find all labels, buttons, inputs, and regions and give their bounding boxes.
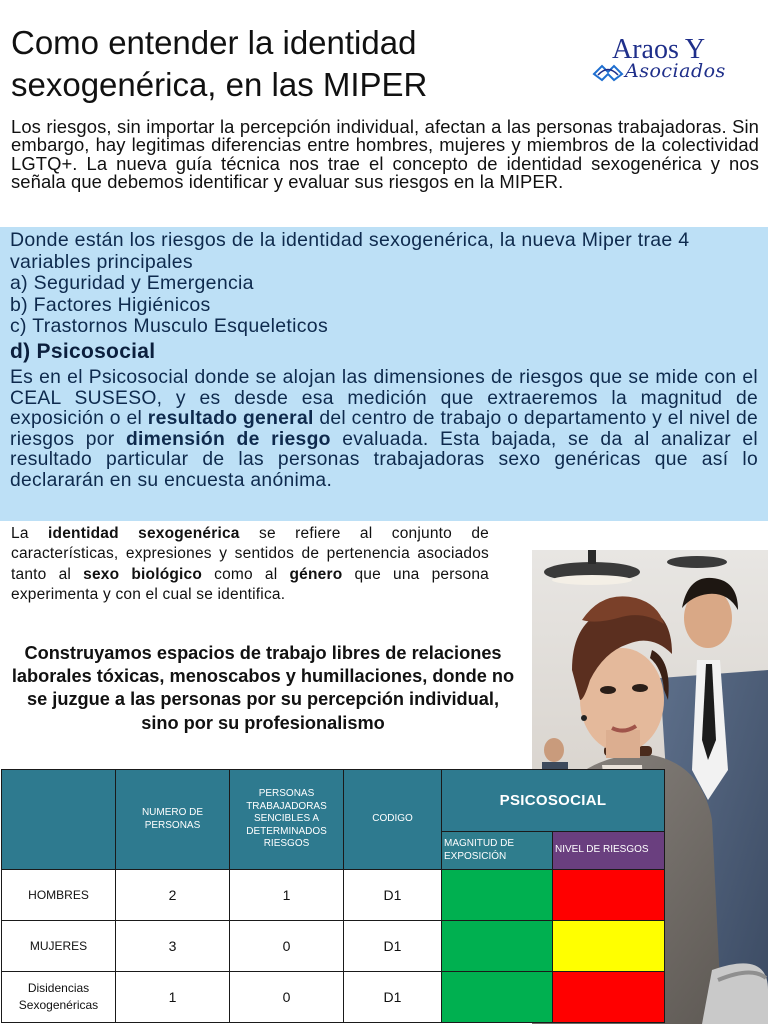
psicosocial-text: Es en el Psicosocial donde se alojan las dimensiones de riesgos que se mide con el CEAL SUSESO, y es desde esa medición que extraeremos la magnitud de exposición o el: [10, 367, 758, 430]
row-label: HOMBRES: [2, 870, 116, 921]
table-row: [2, 921, 665, 972]
definition-text: se refiere al conjunto de características, expresiones y sentidos de pertenencia asociados tanto al: [11, 525, 489, 583]
psicosocial-bold: resultado general: [147, 408, 314, 430]
cell-numero: 2: [116, 870, 230, 921]
variable-item: b) Factores Higiénicos: [10, 293, 211, 316]
logo-text-asociados: Asociados: [625, 60, 726, 82]
psicosocial-paragraph: [10, 368, 758, 492]
cell-codigo: D1: [344, 921, 442, 972]
risk-table: [1, 769, 665, 1023]
cell-sensibles: 1: [230, 870, 344, 921]
header-psicosocial: PSICOSOCIAL: [442, 770, 665, 832]
logo-text-araos: Araos Y: [612, 34, 706, 65]
cell-nivel: [553, 870, 665, 921]
cell-codigo: D1: [344, 972, 442, 1023]
definition-text: como al: [202, 565, 290, 583]
header-magnitud: MAGNITUD DE EXPOSICIÓN: [442, 832, 553, 870]
definition-text: La: [11, 525, 49, 542]
cell-sensibles: 0: [230, 972, 344, 1023]
slogan: Construyamos espacios de trabajo libres de relaciones laborales tóxicas, menoscabos y humillaciones, donde no se juzgue a las personas por su percepción individual, sino por su profesionalismo: [11, 643, 515, 733]
cell-magnitud: [442, 921, 553, 972]
header-codigo: CODIGO: [344, 770, 442, 870]
header-blank: [2, 770, 116, 870]
definition-bold: sexo biológico: [83, 565, 203, 583]
variable-psicosocial-heading: d) Psicosocial: [10, 339, 156, 363]
table-row: [2, 972, 665, 1023]
row-label: Disidencias Sexogenéricas: [2, 972, 116, 1023]
cell-numero: 3: [116, 921, 230, 972]
variable-item: a) Seguridad y Emergencia: [10, 272, 254, 294]
header-sensibles: PERSONAS TRABAJADORAS SENCIBLES A DETERMINADOS RIESGOS: [230, 770, 344, 870]
cell-sensibles: 0: [230, 921, 344, 972]
cell-magnitud: [442, 870, 553, 921]
variable-item: c) Trastornos Musculo Esqueleticos: [10, 315, 328, 337]
definition-bold: género: [289, 565, 343, 583]
table-row: [2, 870, 665, 921]
cell-magnitud: [442, 972, 553, 1023]
title-line-2: sexogenérica, en las MIPER: [11, 66, 428, 103]
definition-paragraph: [11, 524, 489, 605]
header-numero: NUMERO DE PERSONAS: [116, 770, 230, 870]
title-line-1: Como entender la identidad: [11, 24, 417, 61]
variables-list: [10, 230, 760, 365]
cell-nivel: [553, 921, 665, 972]
definition-bold: identidad sexogenérica: [48, 525, 240, 542]
header-nivel: NIVEL DE RIESGOS: [553, 832, 665, 870]
company-logo: [592, 34, 758, 84]
variables-lead: Donde están los riesgos de la identidad sexogenérica, la nueva Miper trae 4 variables principales: [10, 229, 690, 273]
psicosocial-text: evaluada. Esta bajada, se da al analizar el resultado particular de las personas trabajadoras sexo genéricas que así lo declararán en su encuesta anónima.: [10, 428, 758, 491]
cell-codigo: D1: [344, 870, 442, 921]
cell-nivel: [553, 972, 665, 1023]
cell-numero: 1: [116, 972, 230, 1023]
definition-text: que una persona experimenta y con el cual se identifica.: [11, 565, 489, 603]
page-title: [11, 22, 571, 106]
psicosocial-text: del centro de trabajo o departamento y el nivel de riesgos por: [10, 408, 758, 450]
intro-paragraph: Los riesgos, sin importar la percepción individual, afectan a las personas trabajadoras. Sin embargo, hay legitimas diferencias entre hombres, mujeres y miembros de la colectividad LGTQ+. La nueva guía técnica nos trae el concepto de identidad sexogenérica y nos señala que debemos identificar y evaluar sus riesgos en la MIPER.: [11, 116, 759, 192]
row-label: MUJERES: [2, 921, 116, 972]
psicosocial-bold: dimensión de riesgo: [125, 428, 331, 450]
